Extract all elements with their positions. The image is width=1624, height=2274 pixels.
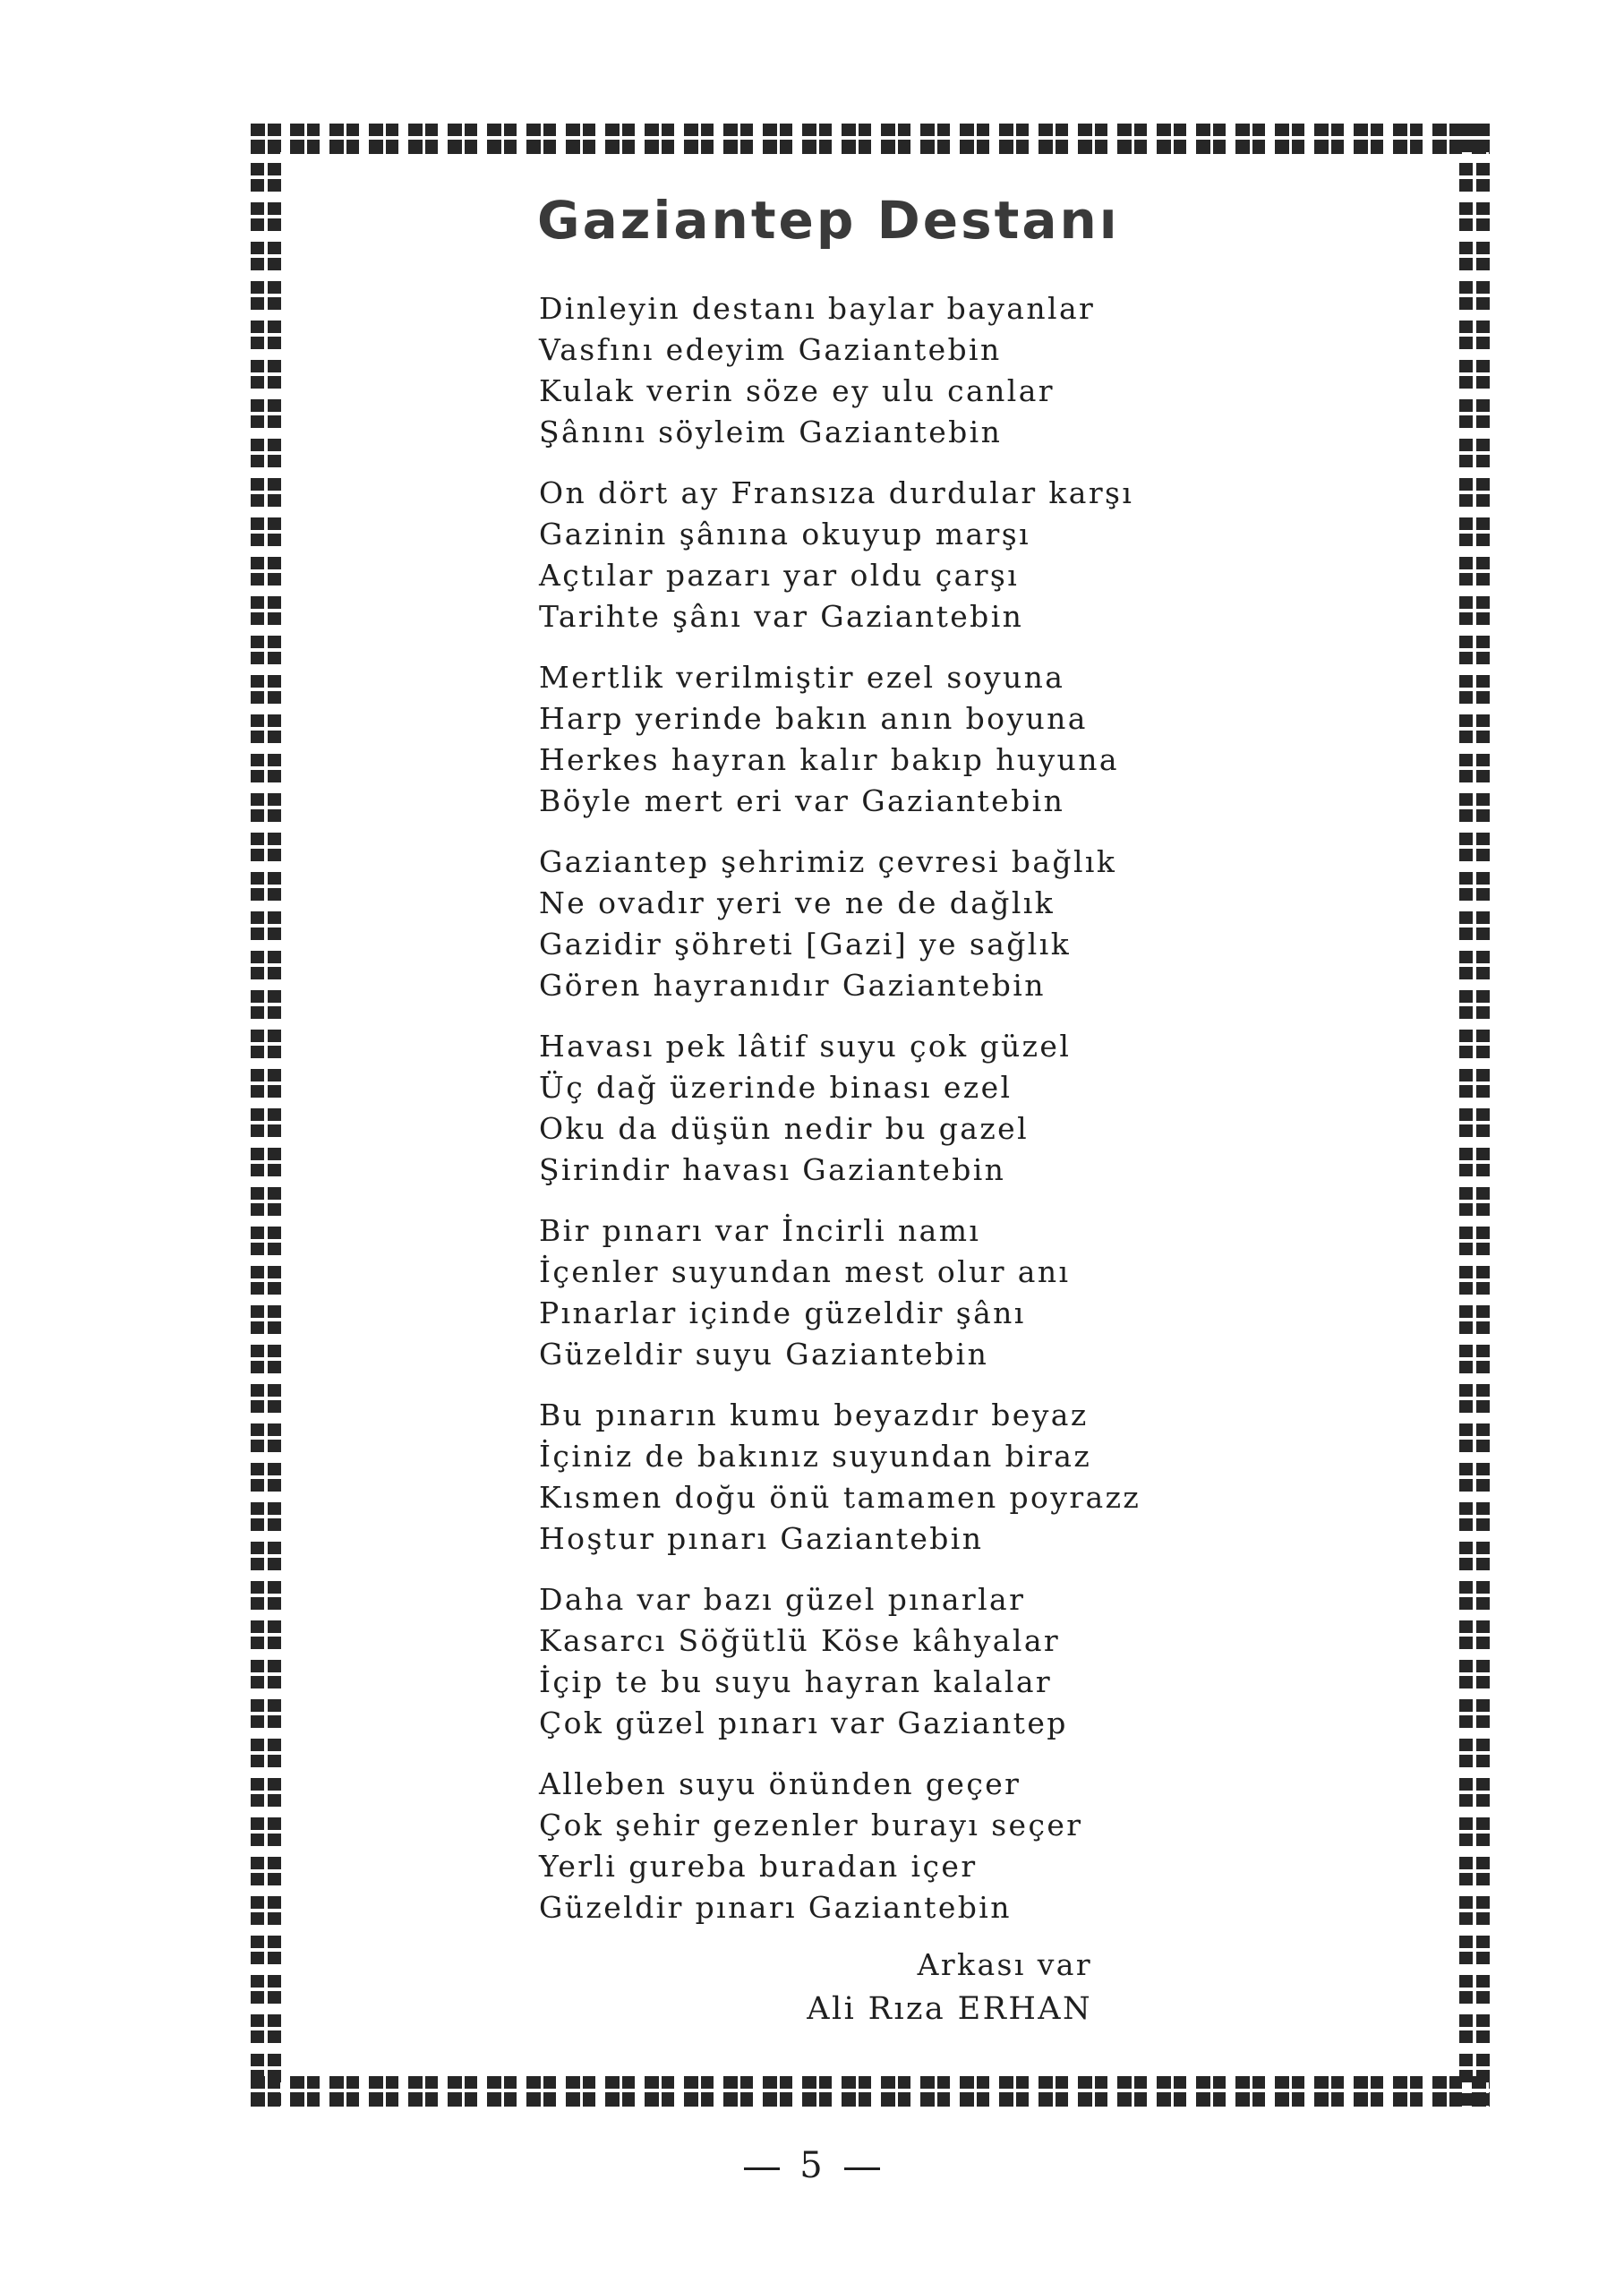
- poem-line: Gazinin şânına okuyup marşı: [539, 517, 1031, 551]
- border-left: [251, 124, 281, 2107]
- poem-line: Pınarlar içinde güzeldir şânı: [539, 1295, 1026, 1330]
- poem-line: İçip te bu suyu hayran kalalar: [539, 1664, 1053, 1699]
- poem-line: Güzeldir pınarı Gaziantebin: [539, 1890, 1012, 1925]
- poem-line: Açtılar pazarı yar oldu çarşı: [539, 558, 1020, 593]
- poem-footer: [807, 1945, 1092, 2032]
- poem-line: Kulak verin söze ey ulu canlar: [539, 373, 1055, 408]
- poem-line: Böyle mert eri var Gaziantebin: [539, 783, 1065, 818]
- border-right: [1459, 124, 1490, 2107]
- author-name: Ali Rıza ERHAN: [807, 1991, 1092, 2027]
- stanza: [539, 473, 1255, 637]
- stanza: [539, 288, 1255, 453]
- poem-line: Gazidir şöhreti [Gazi] ye sağlık: [539, 927, 1072, 962]
- poem-line: Şânını söyleim Gaziantebin: [539, 415, 1003, 449]
- poem-line: Daha var bazı güzel pınarlar: [539, 1582, 1026, 1617]
- border-top: [251, 124, 1490, 154]
- dash-left: [744, 2167, 780, 2170]
- stanza: [539, 1579, 1255, 1744]
- poem-line: Gören hayranıdır Gaziantebin: [539, 968, 1046, 1003]
- poem-line: Herkes hayran kalır bakıp huyuna: [539, 742, 1119, 777]
- poem-line: Şirindir havası Gaziantebin: [539, 1152, 1006, 1187]
- poem-line: Üç dağ üzerinde binası ezel: [539, 1070, 1013, 1105]
- continues-note: Arkası var: [917, 1947, 1092, 1982]
- dash-right: [844, 2167, 880, 2170]
- poem-title: Gaziantep Destanı: [537, 190, 1120, 251]
- poem-line: Güzeldir suyu Gaziantebin: [539, 1337, 989, 1372]
- poem-body: [539, 288, 1255, 1948]
- poem-line: Hoştur pınarı Gaziantebin: [539, 1521, 984, 1556]
- stanza: [539, 1764, 1255, 1928]
- poem-line: Havası pek lâtif suyu çok güzel: [539, 1029, 1072, 1064]
- poem-line: Çok güzel pınarı var Gaziantep: [539, 1706, 1068, 1740]
- stanza: [539, 1026, 1255, 1191]
- poem-line: İçenler suyundan mest olur anı: [539, 1254, 1071, 1289]
- poem-line: Kısmen doğu önü tamamen poyrazz: [539, 1480, 1141, 1515]
- poem-line: Vasfını edeyim Gaziantebin: [539, 332, 1002, 367]
- page-number: [0, 2145, 1624, 2186]
- poem-line: Kasarcı Söğütlü Köse kâhyalar: [539, 1623, 1061, 1658]
- poem-line: Gaziantep şehrimiz çevresi bağlık: [539, 844, 1117, 879]
- stanza: [539, 1210, 1255, 1375]
- poem-line: Bir pınarı var İncirli namı: [539, 1213, 981, 1248]
- poem-line: Dinleyin destanı baylar bayanlar: [539, 291, 1096, 326]
- poem-line: İçiniz de bakınız suyundan biraz: [539, 1439, 1092, 1474]
- stanza: [539, 842, 1255, 1006]
- poem-line: Çok şehir gezenler burayı seçer: [539, 1808, 1083, 1842]
- poem-line: Oku da düşün nedir bu gazel: [539, 1111, 1030, 1146]
- poem-line: Ne ovadır yeri ve ne de dağlık: [539, 885, 1056, 920]
- poem-line: On dört ay Fransıza durdular karşı: [539, 475, 1134, 510]
- poem-line: Mertlik verilmiştir ezel soyuna: [539, 660, 1065, 695]
- stanza: [539, 1395, 1255, 1560]
- poem-line: Alleben suyu önünden geçer: [539, 1766, 1021, 1801]
- border-bottom: [251, 2076, 1490, 2107]
- poem-line: Bu pınarın kumu beyazdır beyaz: [539, 1398, 1089, 1432]
- page-number-value: 5: [799, 2145, 825, 2186]
- poem-line: Harp yerinde bakın anın boyuna: [539, 701, 1088, 736]
- stanza: [539, 657, 1255, 822]
- poem-line: Yerli gureba buradan içer: [539, 1849, 978, 1884]
- poem-line: Tarihte şânı var Gaziantebin: [539, 599, 1024, 634]
